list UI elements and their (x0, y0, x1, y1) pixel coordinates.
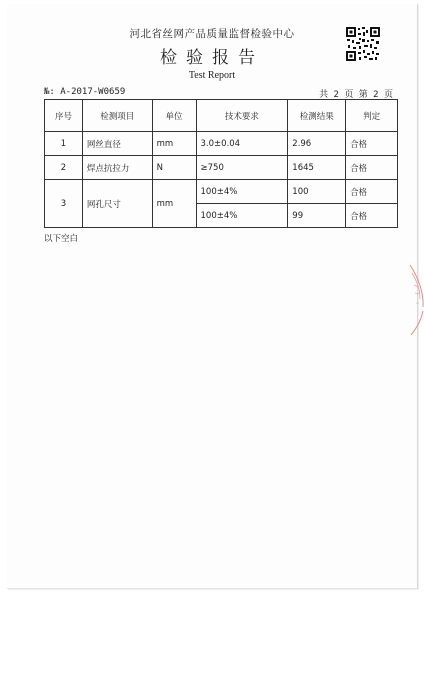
report-page (7, 4, 418, 589)
column-header: 序号 (45, 100, 83, 132)
qr-code-icon (345, 26, 381, 62)
column-header: 判定 (346, 100, 398, 132)
blank-below-note: 以下空白 (44, 234, 79, 244)
organization-name: 河北省丝网产品质量监督检验中心 (129, 28, 295, 40)
test-item: 网丝直径 (82, 132, 152, 156)
result: 99 (288, 204, 346, 228)
table-row (45, 156, 398, 180)
table-row (45, 132, 398, 156)
row-number: 1 (45, 132, 83, 156)
result: 2.96 (288, 132, 346, 156)
results-table (44, 99, 398, 228)
result: 1645 (288, 156, 346, 180)
result: 100 (288, 180, 346, 204)
table-row (45, 180, 398, 204)
unit: mm (152, 132, 196, 156)
row-number: 2 (45, 156, 83, 180)
column-header: 检测结果 (288, 100, 346, 132)
requirement: ≥750 (196, 156, 288, 180)
unit: mm (152, 180, 196, 228)
page-info: 共 2 页 第 2 页 (319, 90, 393, 100)
column-header: 单位 (152, 100, 196, 132)
table-header-row (45, 100, 398, 132)
requirement: 3.0±0.04 (196, 132, 288, 156)
requirement: 100±4% (196, 180, 288, 204)
test-item: 焊点抗拉力 (82, 156, 152, 180)
row-number: 3 (45, 180, 83, 228)
verdict: 合格 (346, 132, 398, 156)
unit: N (152, 156, 196, 180)
verdict: 合格 (346, 180, 398, 204)
verdict: 合格 (346, 156, 398, 180)
report-subtitle: Test Report (188, 70, 236, 81)
column-header: 技术要求 (196, 100, 288, 132)
test-item: 网孔尺寸 (82, 180, 152, 228)
report-number: №: A-2017-W0659 (44, 87, 126, 97)
verdict: 合格 (346, 204, 398, 228)
stamp-edge-icon (408, 259, 424, 339)
column-header: 检测项目 (82, 100, 152, 132)
report-title: 检验报告 (160, 48, 264, 68)
requirement: 100±4% (196, 204, 288, 228)
